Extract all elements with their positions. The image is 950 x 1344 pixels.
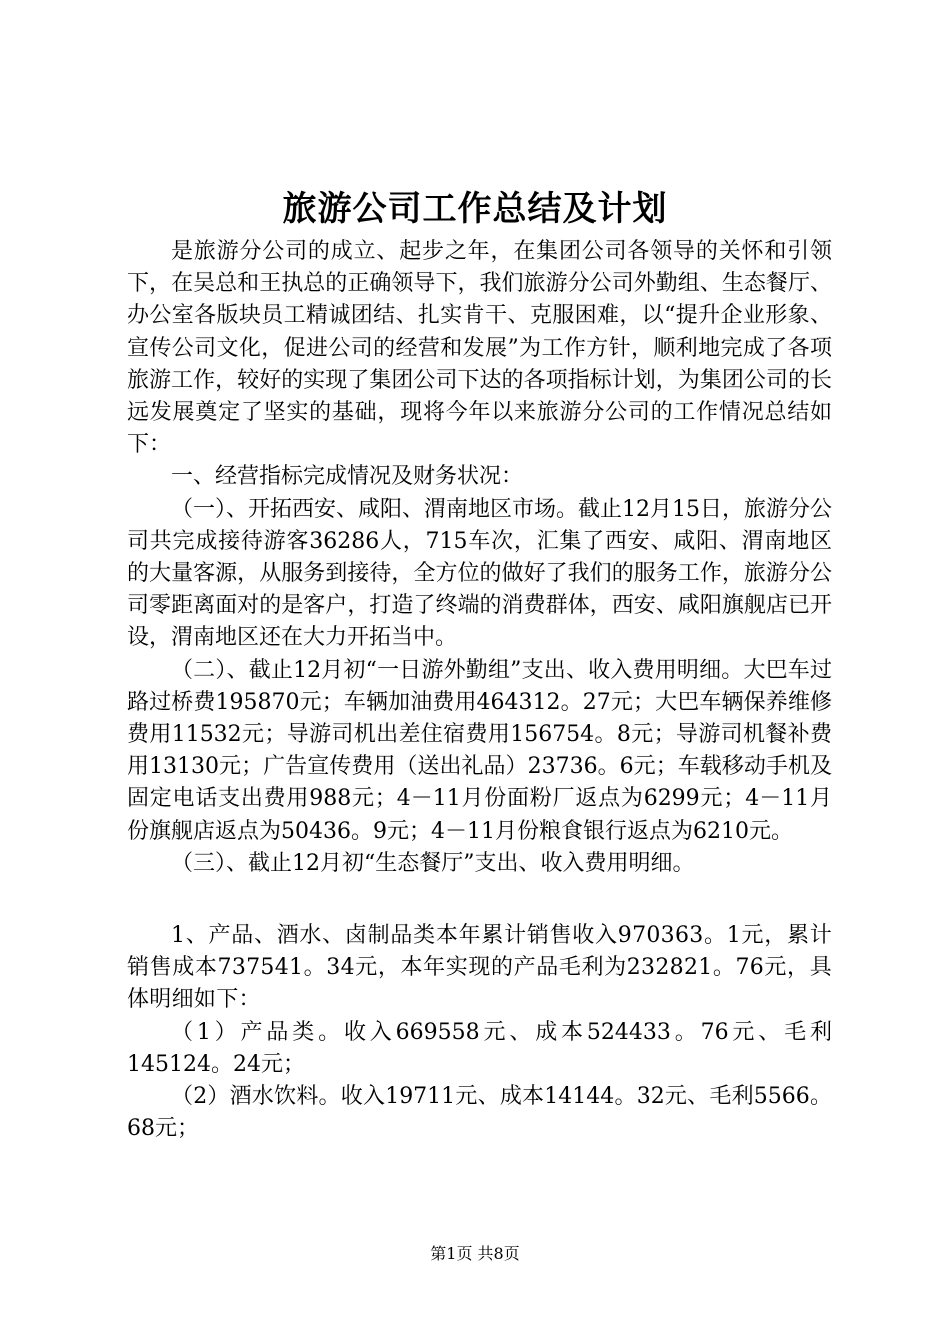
- item-1-paragraph: 1、产品、酒水、卤制品类本年累计销售收入970363。1元，累计销售成本737541。34元，本年实现的产品毛利为232821。76元，具体明细如下：: [127, 923, 832, 1013]
- item-1-1-paragraph: （1）产品类。收入669558元、成本524433。76元、毛利145124。24元；: [127, 1019, 832, 1077]
- section-heading-1: 一、经营指标完成情况及财务状况：: [171, 464, 524, 490]
- page-footer: 第1页 共8页: [430, 1244, 520, 1263]
- document-body: [127, 236, 832, 1145]
- item-1-2-paragraph: （2）酒水饮料。收入19711元、成本14144。32元、毛利5566。68元；: [127, 1084, 832, 1142]
- blank-line: [127, 880, 832, 920]
- subsection-3-paragraph: （三）、截止12月初“生态餐厅”支出、收入费用明细。: [171, 850, 695, 876]
- subsection-1-paragraph: （一）、开拓西安、咸阳、渭南地区市场。截止12月15日，旅游分公司共完成接待游客36286人，715车次，汇集了西安、咸阳、渭南地区的大量客源，从服务到接待，全方位的做好了我们的服务工作，旅游分公司零距离面对的是客户，打造了终端的消费群体，西安、咸阳旗舰店已开设，渭南地区还在大力开拓当中。: [127, 496, 832, 651]
- intro-paragraph: 是旅游分公司的成立、起步之年，在集团公司各领导的关怀和引领下，在吴总和王执总的正确领导下，我们旅游分公司外勤组、生态餐厅、办公室各版块员工精诚团结、扎实肯干、克服困难，以“提升企业形象、宣传公司文化，促进公司的经营和发展”为工作方针，顺利地完成了各项旅游工作，较好的实现了集团公司下达的各项指标计划，为集团公司的长远发展奠定了坚实的基础，现将今年以来旅游分公司的工作情况总结如下：: [127, 239, 832, 458]
- subsection-2-paragraph: （二）、截止12月初“一日游外勤组”支出、收入费用明细。大巴车过路过桥费195870元；车辆加油费用464312。27元；大巴车辆保养维修费用11532元；导游司机出差住宿费用156754。8元；导游司机餐补费用13130元；广告宣传费用（送出礼品）23736。6元；车载移动手机及固定电话支出费用988元；4－11月份面粉厂返点为6299元；4－11月份旗舰店返点为50436。9元；4－11月份粮食银行返点为6210元。: [127, 657, 832, 844]
- document-title: 旅游公司工作总结及计划: [282, 189, 668, 229]
